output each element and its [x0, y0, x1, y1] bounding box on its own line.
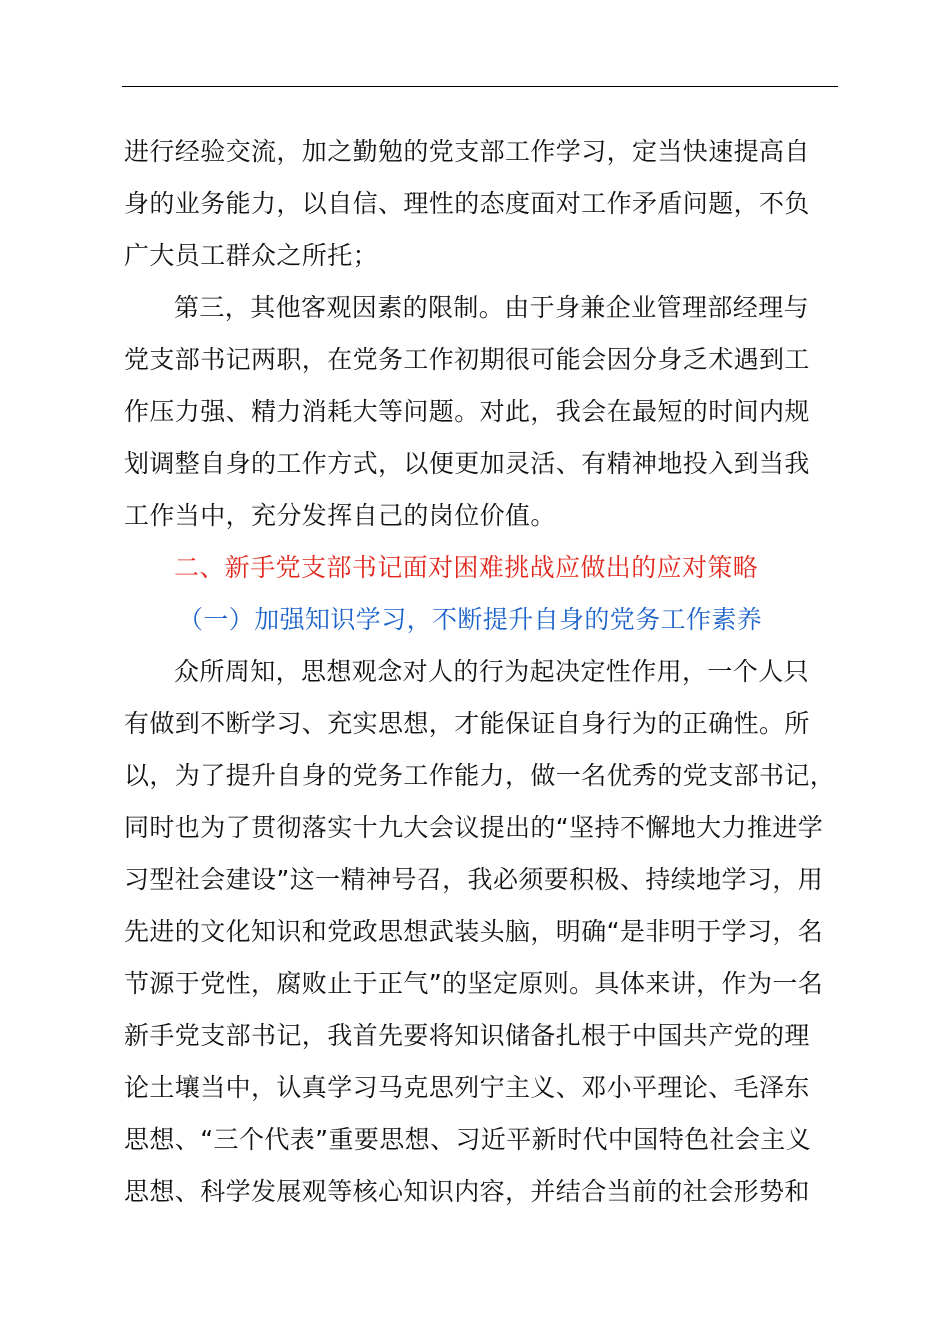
body-line: 党支部书记两职，在党务工作初期很可能会因分身乏术遇到工	[124, 345, 810, 374]
body-line: 新手党支部书记，我首先要将知识储备扎根于中国共产党的理	[124, 1021, 810, 1050]
body-line: 广大员工群众之所托；	[124, 241, 379, 270]
body-line: 划调整自身的工作方式，以便更加灵活、有精神地投入到当我	[124, 449, 810, 478]
body-line: 众所周知，思想观念对人的行为起决定性作用，一个人只	[174, 657, 810, 686]
subsection-heading: （一）加强知识学习，不断提升自身的党务工作素养	[178, 605, 763, 634]
body-line: 有做到不断学习、充实思想，才能保证自身行为的正确性。所	[124, 709, 810, 738]
body-line: 先进的文化知识和党政思想武装头脑，明确“是非明于学习，名	[124, 917, 824, 946]
body-line: 思想、科学发展观等核心知识内容，并结合当前的社会形势和	[124, 1177, 810, 1206]
body-line: 习型社会建设”这一精神号召，我必须要积极、持续地学习，用	[124, 865, 824, 894]
body-line: 进行经验交流，加之勤勉的党支部工作学习，定当快速提高自	[124, 137, 810, 166]
body-line: 思想、“三个代表”重要思想、习近平新时代中国特色社会主义	[124, 1125, 812, 1154]
header-rule	[122, 86, 838, 87]
body-line: 第三，其他客观因素的限制。由于身兼企业管理部经理与	[174, 293, 810, 322]
body-line: 节源于党性，腐败止于正气”的坚定原则。具体来讲，作为一名	[124, 969, 824, 998]
body-line: 身的业务能力，以自信、理性的态度面对工作矛盾问题，不负	[124, 189, 810, 218]
body-line: 同时也为了贯彻落实十九大会议提出的“坚持不懈地大力推进学	[124, 813, 824, 842]
body-line: 作压力强、精力消耗大等问题。对此，我会在最短的时间内规	[124, 397, 810, 426]
body-line: 工作当中，充分发挥自己的岗位价值。	[124, 501, 556, 530]
section-heading: 二、新手党支部书记面对困难挑战应做出的应对策略	[174, 553, 759, 582]
body-line: 以，为了提升自身的党务工作能力，做一名优秀的党支部书记，	[124, 761, 836, 790]
body-line: 论土壤当中，认真学习马克思列宁主义、邓小平理论、毛泽东	[124, 1073, 810, 1102]
